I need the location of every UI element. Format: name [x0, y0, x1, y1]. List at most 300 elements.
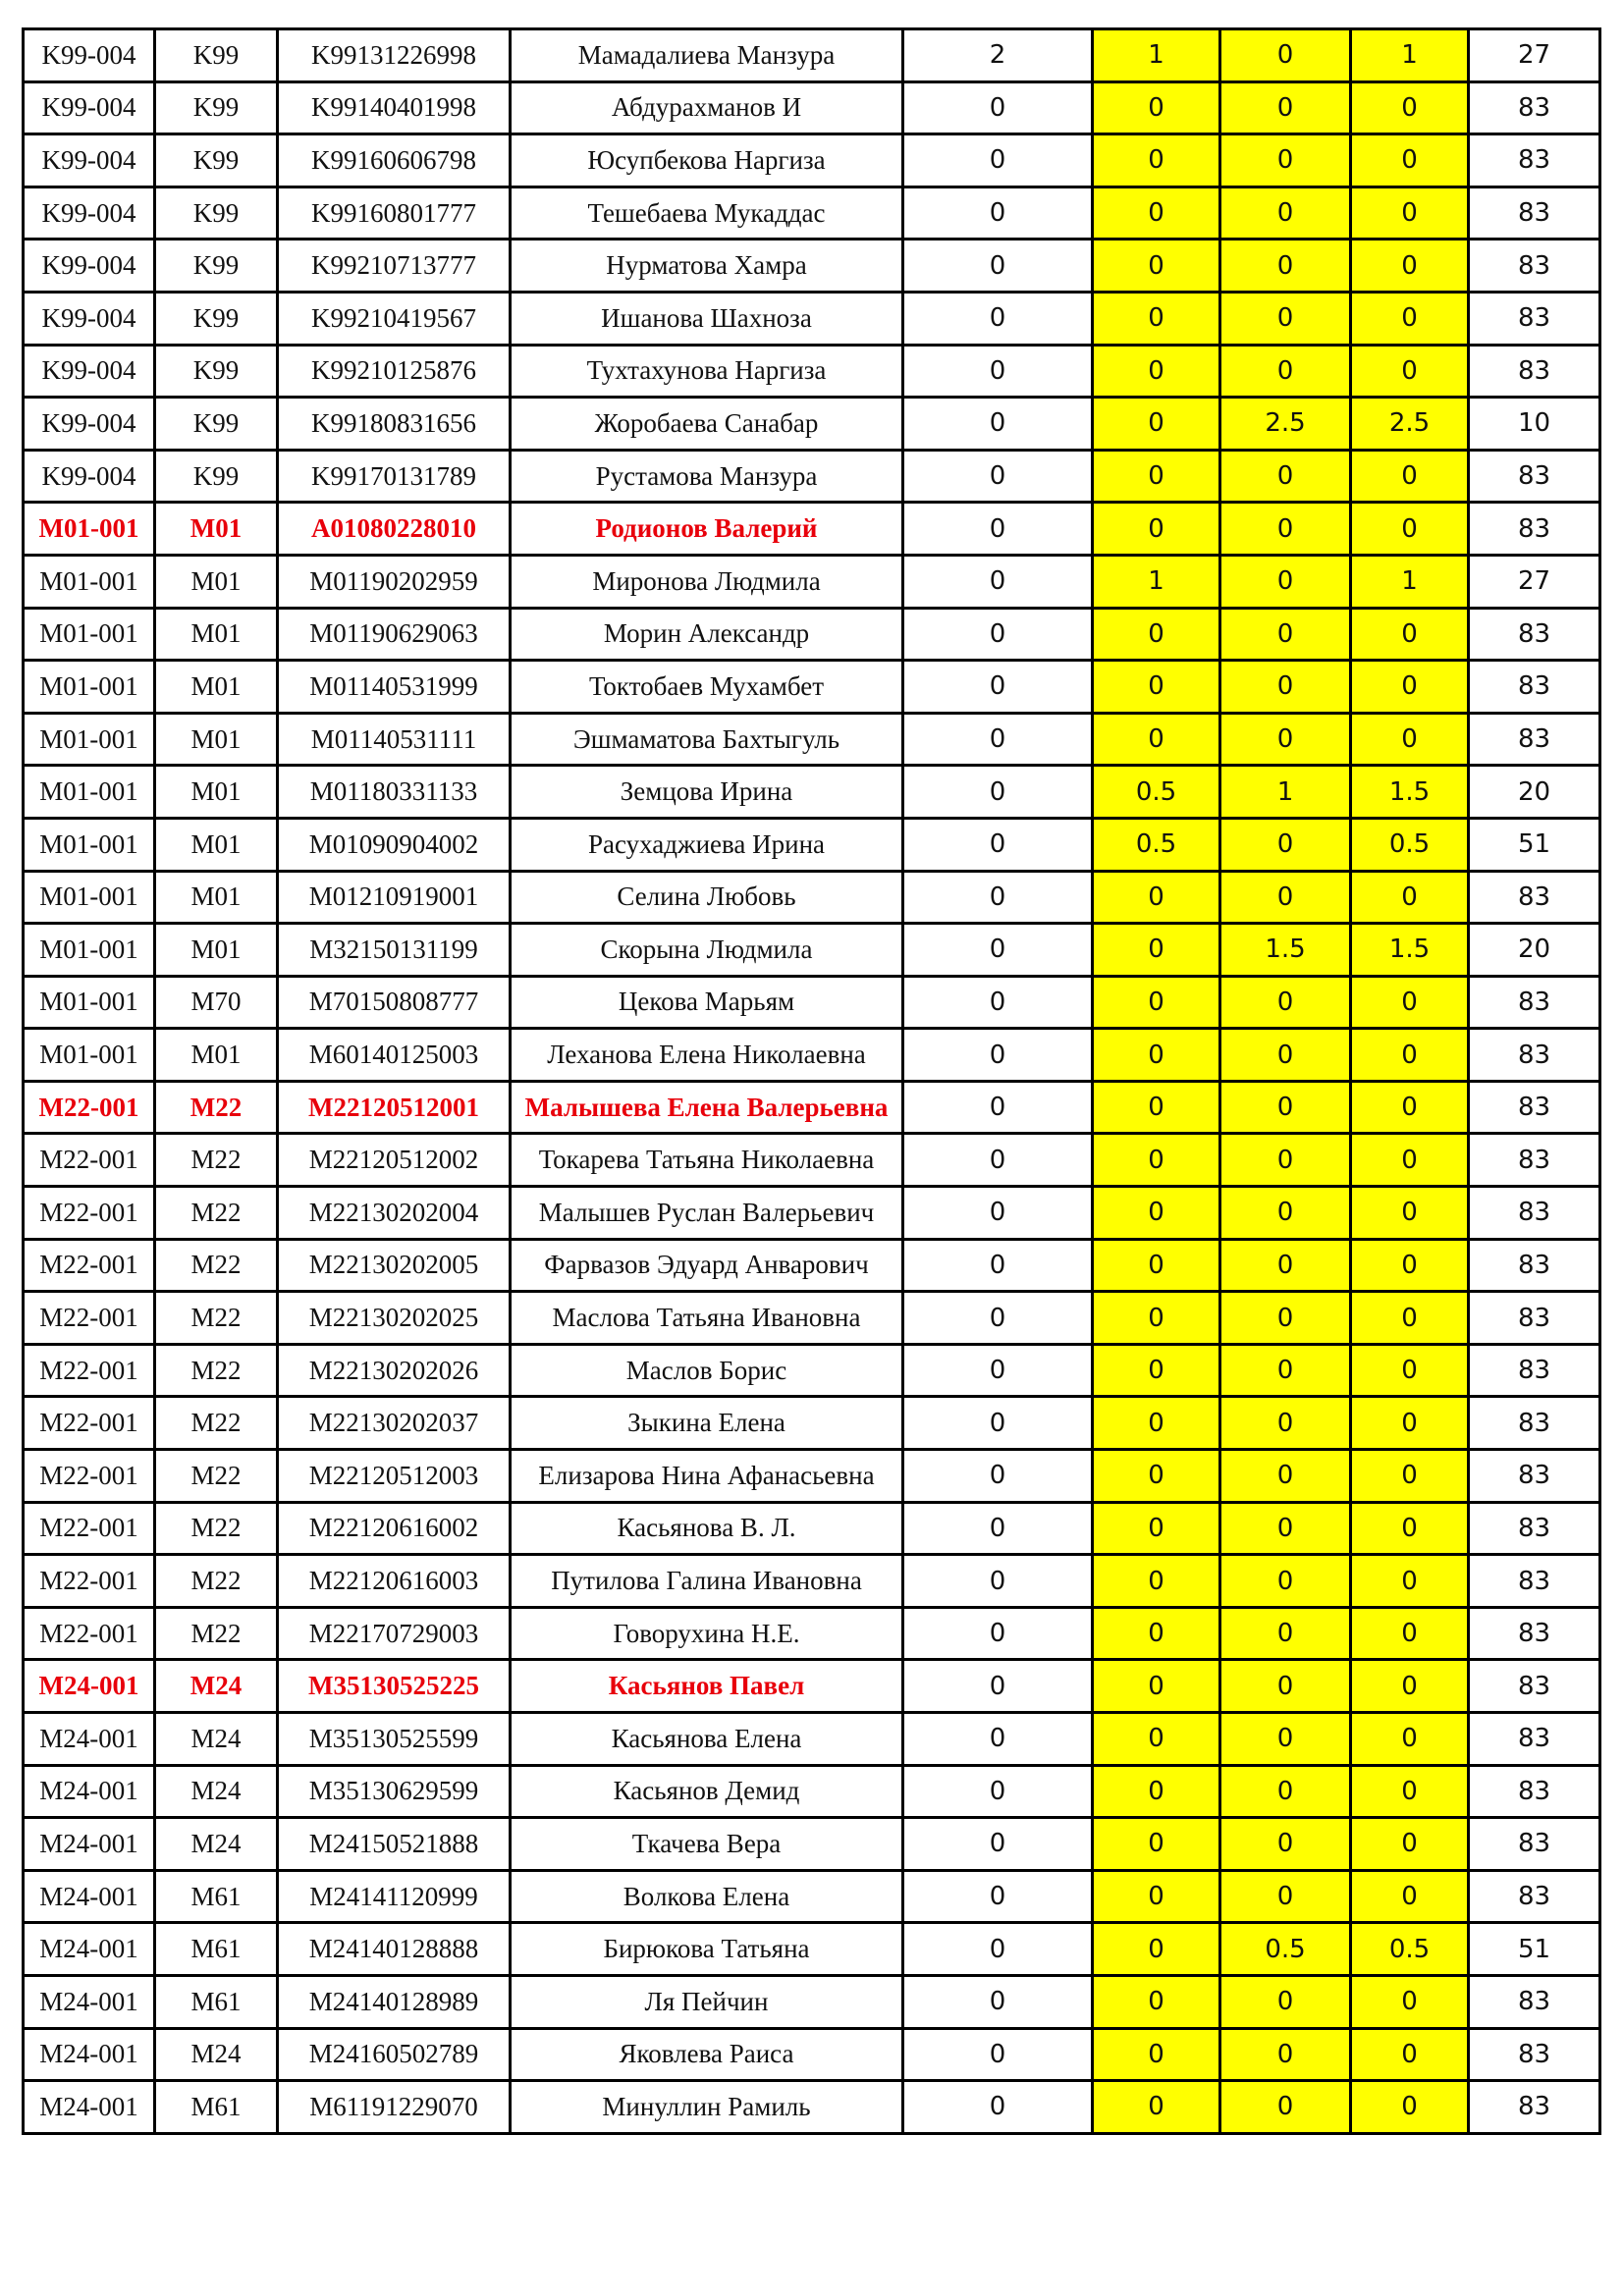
cell-value-4: 0: [1351, 1239, 1469, 1292]
cell-name: Касьянов Павел: [511, 1660, 903, 1713]
cell-name: Минуллин Рамиль: [511, 2081, 903, 2134]
cell-value-4: 1: [1351, 555, 1469, 608]
cell-rank: 83: [1469, 1660, 1600, 1713]
cell-rank: 83: [1469, 1292, 1600, 1345]
cell-value-4: 0: [1351, 661, 1469, 714]
cell-code: M01-001: [24, 1029, 155, 1082]
cell-group: M61: [155, 1975, 278, 2028]
cell-value-2: 0: [1093, 661, 1220, 714]
cell-id: M22120616003: [278, 1555, 511, 1608]
cell-group: M01: [155, 661, 278, 714]
cell-group: M24: [155, 1765, 278, 1818]
cell-rank: 83: [1469, 1975, 1600, 2028]
cell-group: K99: [155, 240, 278, 293]
cell-value-2: 0: [1093, 1975, 1220, 2028]
cell-name: Елизарова Нина Афанасьевна: [511, 1450, 903, 1503]
cell-value-1: 0: [903, 1187, 1093, 1240]
cell-id: K99180831656: [278, 398, 511, 451]
cell-code: M01-001: [24, 818, 155, 871]
table-row: [24, 1134, 1600, 1187]
cell-value-1: 0: [903, 1555, 1093, 1608]
cell-group: M24: [155, 1818, 278, 1871]
cell-value-2: 0: [1093, 292, 1220, 345]
cell-value-1: 0: [903, 1502, 1093, 1555]
cell-code: M22-001: [24, 1239, 155, 1292]
cell-value-3: 0: [1220, 292, 1351, 345]
cell-id: M01210919001: [278, 871, 511, 924]
cell-rank: 83: [1469, 608, 1600, 661]
table-row: [24, 1713, 1600, 1766]
cell-value-1: 0: [903, 1134, 1093, 1187]
cell-id: M35130525225: [278, 1660, 511, 1713]
cell-rank: 83: [1469, 134, 1600, 187]
cell-value-4: 0: [1351, 1187, 1469, 1240]
cell-value-3: 0: [1220, 1975, 1351, 2028]
cell-value-4: 0: [1351, 1555, 1469, 1608]
cell-value-4: 0: [1351, 976, 1469, 1029]
cell-group: K99: [155, 29, 278, 82]
cell-value-1: 0: [903, 1397, 1093, 1450]
table-row: [24, 1555, 1600, 1608]
cell-rank: 83: [1469, 1239, 1600, 1292]
cell-id: K99131226998: [278, 29, 511, 82]
cell-value-1: 0: [903, 1660, 1093, 1713]
cell-value-4: 0: [1351, 871, 1469, 924]
cell-code: M22-001: [24, 1344, 155, 1397]
cell-value-3: 0: [1220, 240, 1351, 293]
cell-id: M22130202025: [278, 1292, 511, 1345]
cell-name: Юсупбекова Наргиза: [511, 134, 903, 187]
table-row-leader: [24, 1660, 1600, 1713]
cell-code: M01-001: [24, 555, 155, 608]
cell-value-2: 0: [1093, 1187, 1220, 1240]
cell-rank: 83: [1469, 81, 1600, 134]
cell-id: K99210713777: [278, 240, 511, 293]
table-row: [24, 1975, 1600, 2028]
cell-id: M35130629599: [278, 1765, 511, 1818]
cell-value-4: 0: [1351, 1818, 1469, 1871]
cell-name: Эшмаматова Бахтыгуль: [511, 713, 903, 766]
cell-value-1: 0: [903, 1765, 1093, 1818]
cell-value-3: 2.5: [1220, 398, 1351, 451]
cell-code: M22-001: [24, 1134, 155, 1187]
cell-rank: 83: [1469, 661, 1600, 714]
cell-rank: 83: [1469, 1187, 1600, 1240]
cell-id: M24140128989: [278, 1975, 511, 2028]
cell-rank: 83: [1469, 1765, 1600, 1818]
cell-value-2: 0: [1093, 187, 1220, 240]
cell-value-3: 0: [1220, 713, 1351, 766]
cell-name: Бирюкова Татьяна: [511, 1923, 903, 1976]
table-row: [24, 2081, 1600, 2134]
cell-code: K99-004: [24, 240, 155, 293]
cell-name: Фарвазов Эдуард Анварович: [511, 1239, 903, 1292]
table-row: [24, 1239, 1600, 1292]
cell-value-4: 0: [1351, 1870, 1469, 1923]
cell-value-1: 2: [903, 29, 1093, 82]
cell-code: K99-004: [24, 29, 155, 82]
cell-value-1: 0: [903, 1607, 1093, 1660]
cell-rank: 83: [1469, 1081, 1600, 1134]
cell-value-3: 0: [1220, 1660, 1351, 1713]
cell-name: Малышев Руслан Валерьевич: [511, 1187, 903, 1240]
cell-id: K99160801777: [278, 187, 511, 240]
table-row: [24, 1397, 1600, 1450]
cell-value-2: 0: [1093, 1502, 1220, 1555]
cell-value-3: 0: [1220, 187, 1351, 240]
cell-value-3: 0: [1220, 1765, 1351, 1818]
table-row: [24, 555, 1600, 608]
cell-value-2: 0: [1093, 924, 1220, 977]
cell-group: M22: [155, 1081, 278, 1134]
cell-value-1: 0: [903, 1870, 1093, 1923]
cell-name: Касьянова Елена: [511, 1713, 903, 1766]
cell-name: Родионов Валерий: [511, 503, 903, 556]
cell-value-2: 1: [1093, 555, 1220, 608]
cell-value-1: 0: [903, 1081, 1093, 1134]
table-row: [24, 1923, 1600, 1976]
cell-rank: 20: [1469, 766, 1600, 819]
cell-code: M01-001: [24, 661, 155, 714]
cell-rank: 83: [1469, 1029, 1600, 1082]
cell-value-2: 0.5: [1093, 766, 1220, 819]
cell-code: M24-001: [24, 2081, 155, 2134]
cell-value-3: 0: [1220, 1502, 1351, 1555]
cell-value-4: 2.5: [1351, 398, 1469, 451]
cell-name: Мамадалиева Манзура: [511, 29, 903, 82]
cell-id: M32150131199: [278, 924, 511, 977]
cell-value-1: 0: [903, 555, 1093, 608]
cell-name: Маслов Борис: [511, 1344, 903, 1397]
cell-value-2: 0: [1093, 1134, 1220, 1187]
cell-name: Волкова Елена: [511, 1870, 903, 1923]
cell-value-3: 0: [1220, 1187, 1351, 1240]
table-row: [24, 2028, 1600, 2081]
cell-code: M24-001: [24, 1975, 155, 2028]
cell-id: M61191229070: [278, 2081, 511, 2134]
cell-code: M01-001: [24, 924, 155, 977]
cell-value-2: 0: [1093, 398, 1220, 451]
cell-value-3: 0: [1220, 134, 1351, 187]
cell-value-1: 0: [903, 713, 1093, 766]
table-row: [24, 818, 1600, 871]
cell-value-4: 0.5: [1351, 1923, 1469, 1976]
cell-value-4: 0: [1351, 81, 1469, 134]
cell-value-4: 0: [1351, 345, 1469, 398]
cell-value-1: 0: [903, 871, 1093, 924]
cell-value-1: 0: [903, 2028, 1093, 2081]
cell-value-2: 0: [1093, 1029, 1220, 1082]
table-row: [24, 240, 1600, 293]
cell-value-1: 0: [903, 240, 1093, 293]
cell-name: Касьянов Демид: [511, 1765, 903, 1818]
cell-name: Малышева Елена Валерьевна: [511, 1081, 903, 1134]
cell-id: M22120512002: [278, 1134, 511, 1187]
cell-value-3: 0: [1220, 2081, 1351, 2134]
cell-value-4: 1.5: [1351, 924, 1469, 977]
cell-name: Миронова Людмила: [511, 555, 903, 608]
cell-value-1: 0: [903, 398, 1093, 451]
cell-value-4: 0: [1351, 2028, 1469, 2081]
cell-id: M01090904002: [278, 818, 511, 871]
cell-value-2: 0: [1093, 1239, 1220, 1292]
cell-value-3: 0: [1220, 1870, 1351, 1923]
cell-value-2: 0: [1093, 1397, 1220, 1450]
cell-name: Ткачева Вера: [511, 1818, 903, 1871]
cell-code: M24-001: [24, 1765, 155, 1818]
cell-value-3: 0: [1220, 661, 1351, 714]
cell-group: M70: [155, 976, 278, 1029]
cell-value-1: 0: [903, 450, 1093, 503]
cell-group: M61: [155, 2081, 278, 2134]
cell-name: Расухаджиева Ирина: [511, 818, 903, 871]
cell-code: M01-001: [24, 976, 155, 1029]
cell-group: K99: [155, 345, 278, 398]
cell-rank: 83: [1469, 1134, 1600, 1187]
cell-value-3: 0: [1220, 81, 1351, 134]
cell-id: M22120616002: [278, 1502, 511, 1555]
cell-value-1: 0: [903, 81, 1093, 134]
cell-value-2: 0: [1093, 1292, 1220, 1345]
cell-value-3: 0: [1220, 29, 1351, 82]
table-row: [24, 1607, 1600, 1660]
cell-value-1: 0: [903, 766, 1093, 819]
cell-value-4: 0: [1351, 1344, 1469, 1397]
cell-value-2: 0: [1093, 1713, 1220, 1766]
cell-value-4: 0: [1351, 134, 1469, 187]
cell-value-2: 0: [1093, 81, 1220, 134]
cell-group: M22: [155, 1397, 278, 1450]
cell-code: M22-001: [24, 1502, 155, 1555]
cell-rank: 83: [1469, 713, 1600, 766]
cell-name: Токарева Татьяна Николаевна: [511, 1134, 903, 1187]
cell-value-2: 0: [1093, 871, 1220, 924]
cell-value-2: 0: [1093, 345, 1220, 398]
cell-value-3: 0: [1220, 1081, 1351, 1134]
cell-code: K99-004: [24, 345, 155, 398]
cell-code: M01-001: [24, 503, 155, 556]
cell-value-3: 0: [1220, 1450, 1351, 1503]
cell-rank: 83: [1469, 1870, 1600, 1923]
table-row: [24, 713, 1600, 766]
cell-group: K99: [155, 81, 278, 134]
cell-rank: 83: [1469, 503, 1600, 556]
cell-value-4: 0: [1351, 503, 1469, 556]
table-row-leader: [24, 503, 1600, 556]
cell-value-4: 0: [1351, 2081, 1469, 2134]
cell-value-1: 0: [903, 292, 1093, 345]
cell-rank: 83: [1469, 1502, 1600, 1555]
table-row: [24, 134, 1600, 187]
cell-name: Яковлева Раиса: [511, 2028, 903, 2081]
cell-value-1: 0: [903, 1713, 1093, 1766]
cell-group: M22: [155, 1502, 278, 1555]
cell-name: Маслова Татьяна Ивановна: [511, 1292, 903, 1345]
cell-id: M01180331133: [278, 766, 511, 819]
table-row: [24, 1187, 1600, 1240]
cell-value-2: 0: [1093, 1923, 1220, 1976]
cell-code: M01-001: [24, 871, 155, 924]
cell-value-2: 0: [1093, 240, 1220, 293]
cell-code: M24-001: [24, 2028, 155, 2081]
cell-value-3: 1: [1220, 766, 1351, 819]
cell-value-1: 0: [903, 2081, 1093, 2134]
cell-value-3: 0: [1220, 503, 1351, 556]
cell-rank: 27: [1469, 29, 1600, 82]
cell-value-4: 0: [1351, 1029, 1469, 1082]
cell-value-2: 0: [1093, 608, 1220, 661]
cell-id: M22130202026: [278, 1344, 511, 1397]
cell-group: M01: [155, 555, 278, 608]
cell-group: M22: [155, 1239, 278, 1292]
table-row-leader: [24, 1081, 1600, 1134]
cell-value-2: 0: [1093, 713, 1220, 766]
table-row: [24, 398, 1600, 451]
table-row: [24, 1502, 1600, 1555]
cell-code: M01-001: [24, 766, 155, 819]
cell-rank: 83: [1469, 1607, 1600, 1660]
cell-rank: 20: [1469, 924, 1600, 977]
cell-value-3: 0: [1220, 976, 1351, 1029]
cell-rank: 51: [1469, 818, 1600, 871]
cell-name: Говорухина Н.Е.: [511, 1607, 903, 1660]
table-row: [24, 1450, 1600, 1503]
cell-name: Земцова Ирина: [511, 766, 903, 819]
cell-value-3: 0: [1220, 1713, 1351, 1766]
cell-value-1: 0: [903, 976, 1093, 1029]
cell-rank: 83: [1469, 1397, 1600, 1450]
cell-value-3: 0: [1220, 1134, 1351, 1187]
cell-value-3: 0: [1220, 1818, 1351, 1871]
cell-value-4: 0: [1351, 1607, 1469, 1660]
cell-name: Касьянова В. Л.: [511, 1502, 903, 1555]
cell-value-4: 0: [1351, 1134, 1469, 1187]
cell-code: M24-001: [24, 1923, 155, 1976]
table-row: [24, 292, 1600, 345]
table-row: [24, 976, 1600, 1029]
cell-value-2: 0: [1093, 976, 1220, 1029]
cell-group: M01: [155, 713, 278, 766]
cell-code: M24-001: [24, 1818, 155, 1871]
cell-rank: 83: [1469, 450, 1600, 503]
cell-group: K99: [155, 450, 278, 503]
cell-name: Тухтахунова Наргиза: [511, 345, 903, 398]
cell-code: M22-001: [24, 1187, 155, 1240]
table-row: [24, 187, 1600, 240]
cell-id: M22130202004: [278, 1187, 511, 1240]
cell-code: M22-001: [24, 1292, 155, 1345]
table-row: [24, 345, 1600, 398]
table-row: [24, 29, 1600, 82]
cell-value-4: 0: [1351, 1975, 1469, 2028]
cell-value-4: 0: [1351, 1081, 1469, 1134]
cell-name: Путилова Галина Ивановна: [511, 1555, 903, 1608]
cell-value-3: 0: [1220, 1344, 1351, 1397]
cell-rank: 83: [1469, 1818, 1600, 1871]
cell-value-2: 0: [1093, 1555, 1220, 1608]
table-row: [24, 924, 1600, 977]
cell-value-2: 0: [1093, 503, 1220, 556]
cell-rank: 83: [1469, 345, 1600, 398]
cell-name: Леханова Елена Николаевна: [511, 1029, 903, 1082]
cell-id: K99170131789: [278, 450, 511, 503]
cell-value-3: 0: [1220, 450, 1351, 503]
cell-group: M01: [155, 871, 278, 924]
cell-value-3: 0: [1220, 1029, 1351, 1082]
cell-code: M01-001: [24, 608, 155, 661]
cell-value-3: 0.5: [1220, 1923, 1351, 1976]
cell-name: Ля Пейчин: [511, 1975, 903, 2028]
cell-id: K99210419567: [278, 292, 511, 345]
cell-value-2: 0: [1093, 1660, 1220, 1713]
cell-value-4: 0: [1351, 713, 1469, 766]
cell-rank: 83: [1469, 2028, 1600, 2081]
cell-id: M01190629063: [278, 608, 511, 661]
cell-value-4: 0: [1351, 1292, 1469, 1345]
table-row: [24, 1765, 1600, 1818]
table-row: [24, 1029, 1600, 1082]
table-row: [24, 450, 1600, 503]
cell-code: M22-001: [24, 1450, 155, 1503]
cell-code: M01-001: [24, 713, 155, 766]
cell-id: M35130525599: [278, 1713, 511, 1766]
cell-name: Селина Любовь: [511, 871, 903, 924]
cell-value-2: 1: [1093, 29, 1220, 82]
cell-group: M22: [155, 1555, 278, 1608]
table-row: [24, 1818, 1600, 1871]
cell-value-2: 0: [1093, 1450, 1220, 1503]
cell-rank: 83: [1469, 292, 1600, 345]
cell-group: K99: [155, 398, 278, 451]
cell-id: M24160502789: [278, 2028, 511, 2081]
cell-group: M61: [155, 1870, 278, 1923]
cell-group: M01: [155, 924, 278, 977]
cell-value-1: 0: [903, 1818, 1093, 1871]
cell-group: M01: [155, 818, 278, 871]
cell-group: K99: [155, 187, 278, 240]
cell-group: M22: [155, 1134, 278, 1187]
cell-id: A01080228010: [278, 503, 511, 556]
cell-value-1: 0: [903, 187, 1093, 240]
cell-value-3: 0: [1220, 2028, 1351, 2081]
cell-id: M01140531999: [278, 661, 511, 714]
cell-value-3: 0: [1220, 1397, 1351, 1450]
cell-value-3: 0: [1220, 1607, 1351, 1660]
cell-value-1: 0: [903, 345, 1093, 398]
cell-rank: 83: [1469, 187, 1600, 240]
cell-name: Зыкина Елена: [511, 1397, 903, 1450]
table-row: [24, 1292, 1600, 1345]
cell-group: M22: [155, 1607, 278, 1660]
table-row: [24, 1344, 1600, 1397]
table-row: [24, 766, 1600, 819]
cell-rank: 83: [1469, 1450, 1600, 1503]
cell-value-1: 0: [903, 1923, 1093, 1976]
cell-rank: 83: [1469, 871, 1600, 924]
cell-value-1: 0: [903, 1292, 1093, 1345]
cell-rank: 83: [1469, 240, 1600, 293]
cell-code: M22-001: [24, 1397, 155, 1450]
cell-name: Рустамова Манзура: [511, 450, 903, 503]
cell-value-4: 0.5: [1351, 818, 1469, 871]
cell-group: M22: [155, 1344, 278, 1397]
cell-code: K99-004: [24, 134, 155, 187]
table-row: [24, 608, 1600, 661]
cell-value-4: 0: [1351, 450, 1469, 503]
cell-value-1: 0: [903, 1975, 1093, 2028]
cell-group: M22: [155, 1450, 278, 1503]
cell-rank: 83: [1469, 2081, 1600, 2134]
